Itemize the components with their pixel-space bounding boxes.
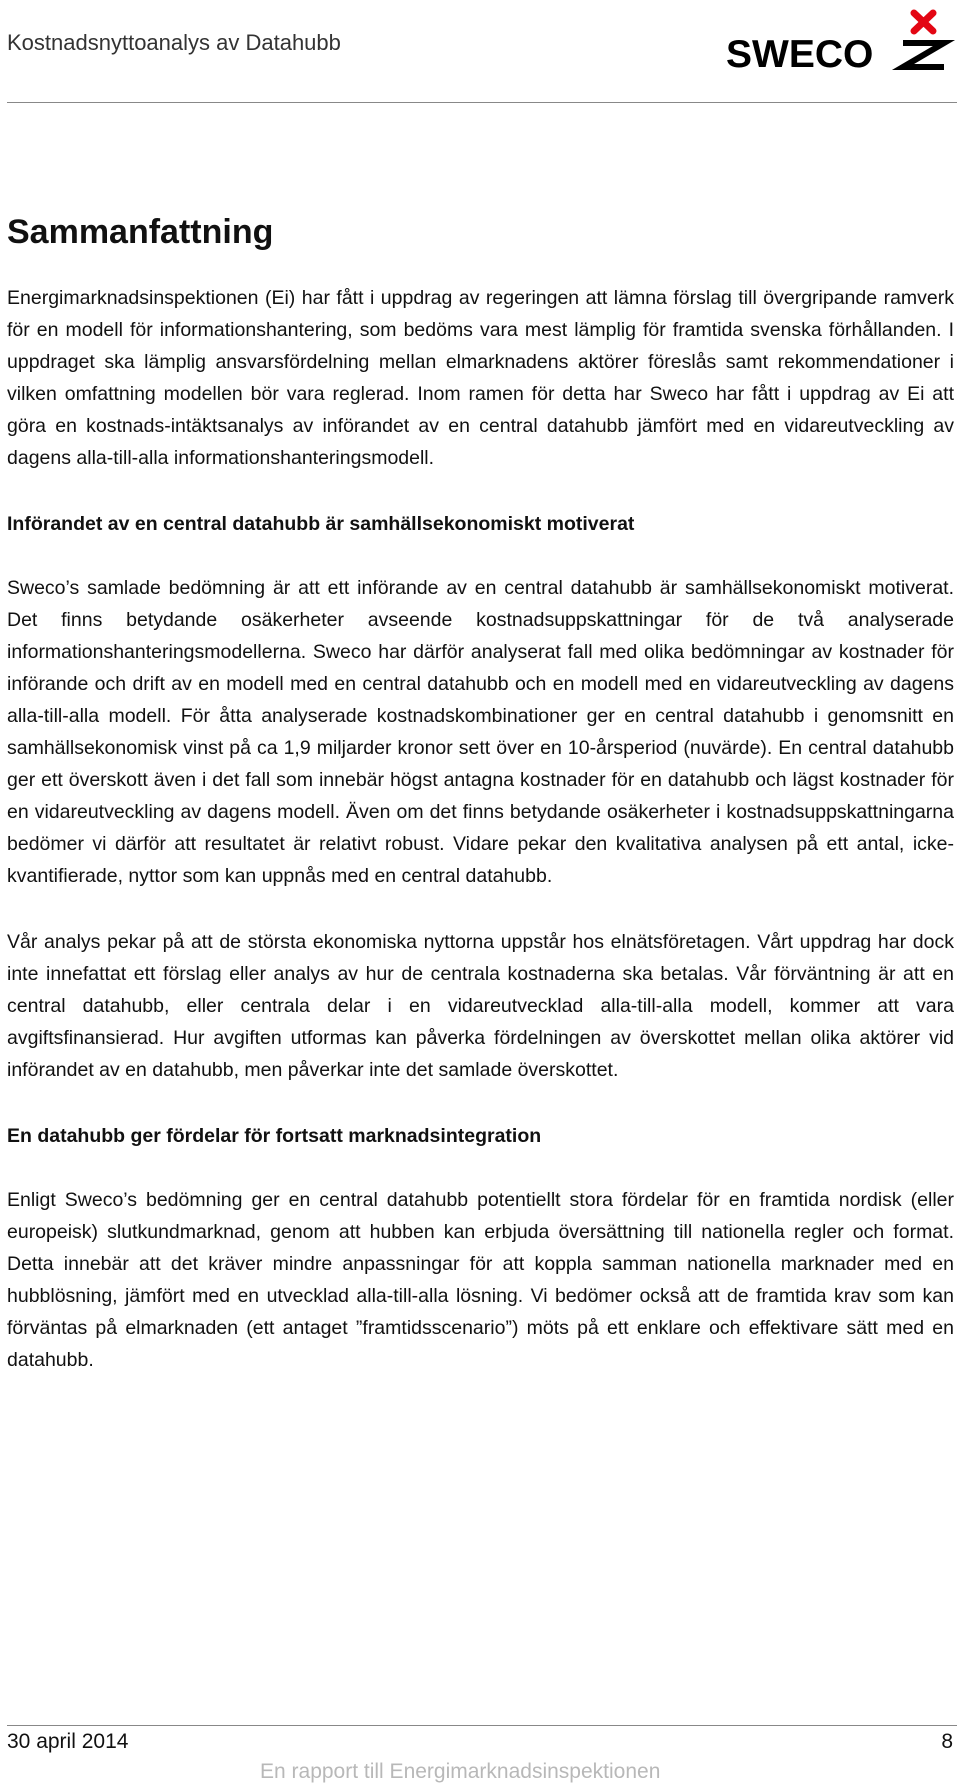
section-paragraph: Sweco’s samlade bedömning är att ett införande av en central datahubb är samhällsekonomiskt motiverat. Det finns betydande osäkerheter avseende kostnadsuppskattningar för de två analyserade informationshanteringsmodellerna. Sweco har därför analyserat fall med olika bedömningar av kostnader för införande och drift av en modell med en central datahubb och en modell med en vidareutveckling av dagens alla-till-alla modell. För åtta analyserade kostnadskombinationer ger en central datahubb i genomsnitt en samhällsekonomisk vinst på ca 1,9 miljarder kronor sett över en 10-årsperiod (nuvärde). En central datahubb ger ett överskott även i det fall som innebär högst antagna kostnader för en datahubb och lägst kostnader för en vidareutveckling av dagens modell. Även om det finns betydande osäkerheter i kostnadsuppskattningarna bedömer vi därför att resultatet är relativt robust. Vidare pekar den kvalitativa analysen på ett antal, icke-kvantifierade, nyttor som kan uppnås med en central datahubb. — [7, 577, 954, 887]
section-paragraph: Vår analys pekar på att de största ekonomiska nyttorna uppstår hos elnätsföretagen. Vårt uppdrag har dock inte innefattat ett förslag eller analys av hur de centrala kostnaderna ska betalas. Vår förväntning är att en central datahubb, eller centrala delar i en vidareutvecklad alla-till-alla modell, kommer att vara avgiftsfinansierad. Hur avgiften utformas kan påverka fördelningen av överskottet mellan olika aktörer vid införandet av en datahubb, men påverkar inte det samlade överskottet. — [7, 931, 954, 1081]
page-number: 8 — [941, 1730, 953, 1753]
section-paragraph: Enligt Sweco’s bedömning ger en central datahubb potentiellt stora fördelar för en framtida nordisk (eller europeisk) slutkundmarknad, genom att hubben kan erbjuda översättning till nationella regler och format. Detta innebär att det kräver mindre anpassningar för att koppla samman nationella marknader med en hubblösning, jämfört med en utvecklad alla-till-alla lösning. Vi bedömer också att de framtida krav som kan förväntas på elmarknaden (ett antaget ”framtidsscenario”) möts på ett enklare och effektivare sätt med en datahubb. — [7, 1189, 954, 1371]
section-heading: En datahubb ger fördelar för fortsatt marknadsintegration — [7, 1125, 542, 1147]
sweco-logo-icon — [726, 2, 958, 76]
section-market-integration — [7, 1120, 954, 1376]
footer-subtitle: En rapport till Energimarknadsinspektionen — [260, 1760, 661, 1783]
footer-divider — [7, 1725, 957, 1726]
main-content — [7, 210, 954, 1410]
intro-paragraph: Energimarknadsinspektionen (Ei) har fått i uppdrag av regeringen att lämna förslag till övergripande ramverk för en modell för informationshantering, som bedöms vara mest lämplig för framtida svenska förhållanden. I uppdraget ska lämplig ansvarsfördelning mellan elmarknadens aktörer föreslås samt rekommendationer i vilken omfattning modellen bör vara reglerad. Inom ramen för detta har Sweco har fått i uppdrag av Ei att göra en kostnads-intäktsanalys av införandet av en central datahubb jämfört med en vidareutveckling av dagens alla-till-alla informationshanteringsmodell. — [7, 287, 954, 469]
page-title: Sammanfattning — [7, 213, 274, 251]
section-motivated — [7, 508, 954, 1086]
logo-mark-icon — [903, 13, 944, 67]
page-header — [0, 0, 960, 104]
header-divider — [7, 102, 957, 103]
footer-date: 30 april 2014 — [7, 1730, 129, 1753]
logo-text: SWECO — [726, 33, 874, 76]
header-title: Kostnadsnyttoanalys av Datahubb — [7, 30, 341, 55]
section-heading: Införandet av en central datahubb är samhällsekonomiskt motiverat — [7, 513, 635, 535]
